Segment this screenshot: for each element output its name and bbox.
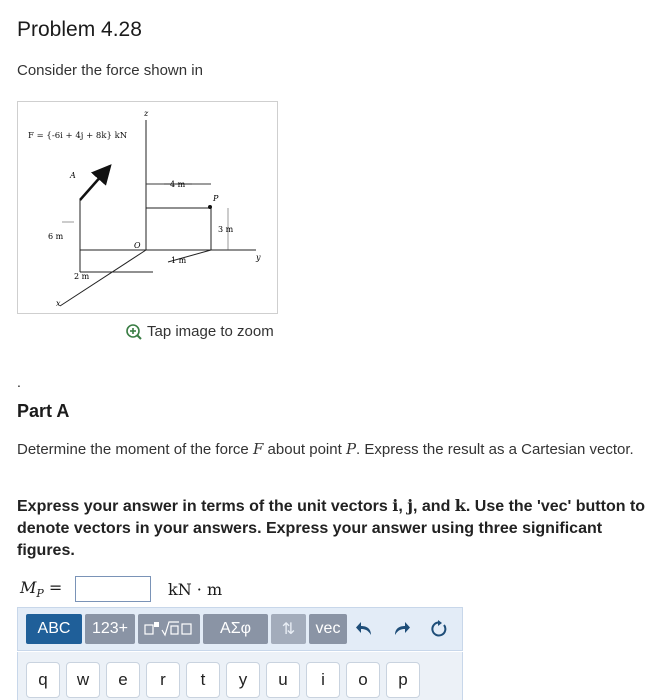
force-symbol: F xyxy=(252,440,264,458)
part-a-question xyxy=(17,438,647,461)
point-p xyxy=(208,205,212,209)
zoom-in-icon xyxy=(126,324,142,340)
dim-1m: 1 m xyxy=(171,256,187,265)
unit-vector-j: j xyxy=(407,496,413,515)
tap-to-zoom[interactable] xyxy=(126,323,274,340)
answer-label xyxy=(20,578,72,600)
reset-icon[interactable] xyxy=(427,617,451,641)
virtual-keyboard xyxy=(17,652,463,700)
problem-intro: Consider the force shown in xyxy=(17,62,203,79)
y-axis-label: y xyxy=(256,253,261,262)
dim-4m: 4 m xyxy=(170,180,186,189)
point-p-label: P xyxy=(213,194,219,203)
dim-6m: 6 m xyxy=(48,232,64,241)
key-u[interactable]: u xyxy=(266,662,300,698)
z-axis-label: z xyxy=(144,109,149,118)
instructions-text: . Use the 'vec' button to denote vectors in your answers. Express your answer using three significant figures. xyxy=(17,498,646,559)
dim-3m: 3 m xyxy=(218,225,234,234)
sort-button[interactable]: ⇅ xyxy=(271,614,306,644)
key-q[interactable]: q xyxy=(26,662,60,698)
unit-vector-k: k xyxy=(454,496,466,515)
key-o[interactable]: o xyxy=(346,662,380,698)
answer-instructions xyxy=(17,495,657,562)
x-axis xyxy=(60,250,146,306)
question-text: about point xyxy=(263,441,346,458)
numeric-button[interactable]: 123+ xyxy=(85,614,135,644)
undo-icon[interactable] xyxy=(352,617,376,641)
force-arrow xyxy=(80,166,110,200)
answer-label-sub: P xyxy=(36,587,44,601)
question-text: Determine the moment of the force xyxy=(17,441,253,458)
math-toolbar xyxy=(17,607,463,651)
key-w[interactable]: w xyxy=(66,662,100,698)
question-text: . Express the result as a Cartesian vector. xyxy=(356,441,634,458)
key-p[interactable]: p xyxy=(386,662,420,698)
key-t[interactable]: t xyxy=(186,662,220,698)
key-i[interactable]: i xyxy=(306,662,340,698)
answer-unit: kN · m xyxy=(168,579,223,599)
force-diagram xyxy=(18,102,277,313)
origin-label: O xyxy=(134,241,141,250)
separator-dot: . xyxy=(17,374,21,390)
answer-label-eq: = xyxy=(43,577,63,597)
x-axis-label: x xyxy=(56,299,61,308)
greek-symbols-button[interactable]: ΑΣφ xyxy=(203,614,268,644)
key-y[interactable]: y xyxy=(226,662,260,698)
answer-label-main: M xyxy=(20,577,37,597)
instructions-text: , xyxy=(398,498,408,515)
force-label: F = {-6i + 4j + 8k} kN xyxy=(28,131,128,141)
instructions-text: Express your answer in terms of the unit vectors xyxy=(17,498,393,515)
unit-vector-i: i xyxy=(392,496,399,515)
abc-button[interactable]: ABC xyxy=(26,614,82,644)
instructions-text: , and xyxy=(413,498,455,515)
templates-button[interactable] xyxy=(138,614,200,644)
key-r[interactable]: r xyxy=(146,662,180,698)
tap-to-zoom-label: Tap image to zoom xyxy=(147,323,274,340)
point-symbol: P xyxy=(345,440,357,458)
point-a-label: A xyxy=(70,171,76,180)
vec-button[interactable]: vec xyxy=(309,614,347,644)
part-a-heading: Part A xyxy=(17,401,70,421)
answer-row xyxy=(20,575,222,603)
problem-title: Problem 4.28 xyxy=(17,18,142,41)
dim-2m: 2 m xyxy=(74,272,90,281)
key-e[interactable]: e xyxy=(106,662,140,698)
redo-icon[interactable] xyxy=(390,617,414,641)
templates-icon xyxy=(143,619,195,639)
answer-input[interactable] xyxy=(75,576,151,602)
problem-figure[interactable] xyxy=(17,101,278,314)
